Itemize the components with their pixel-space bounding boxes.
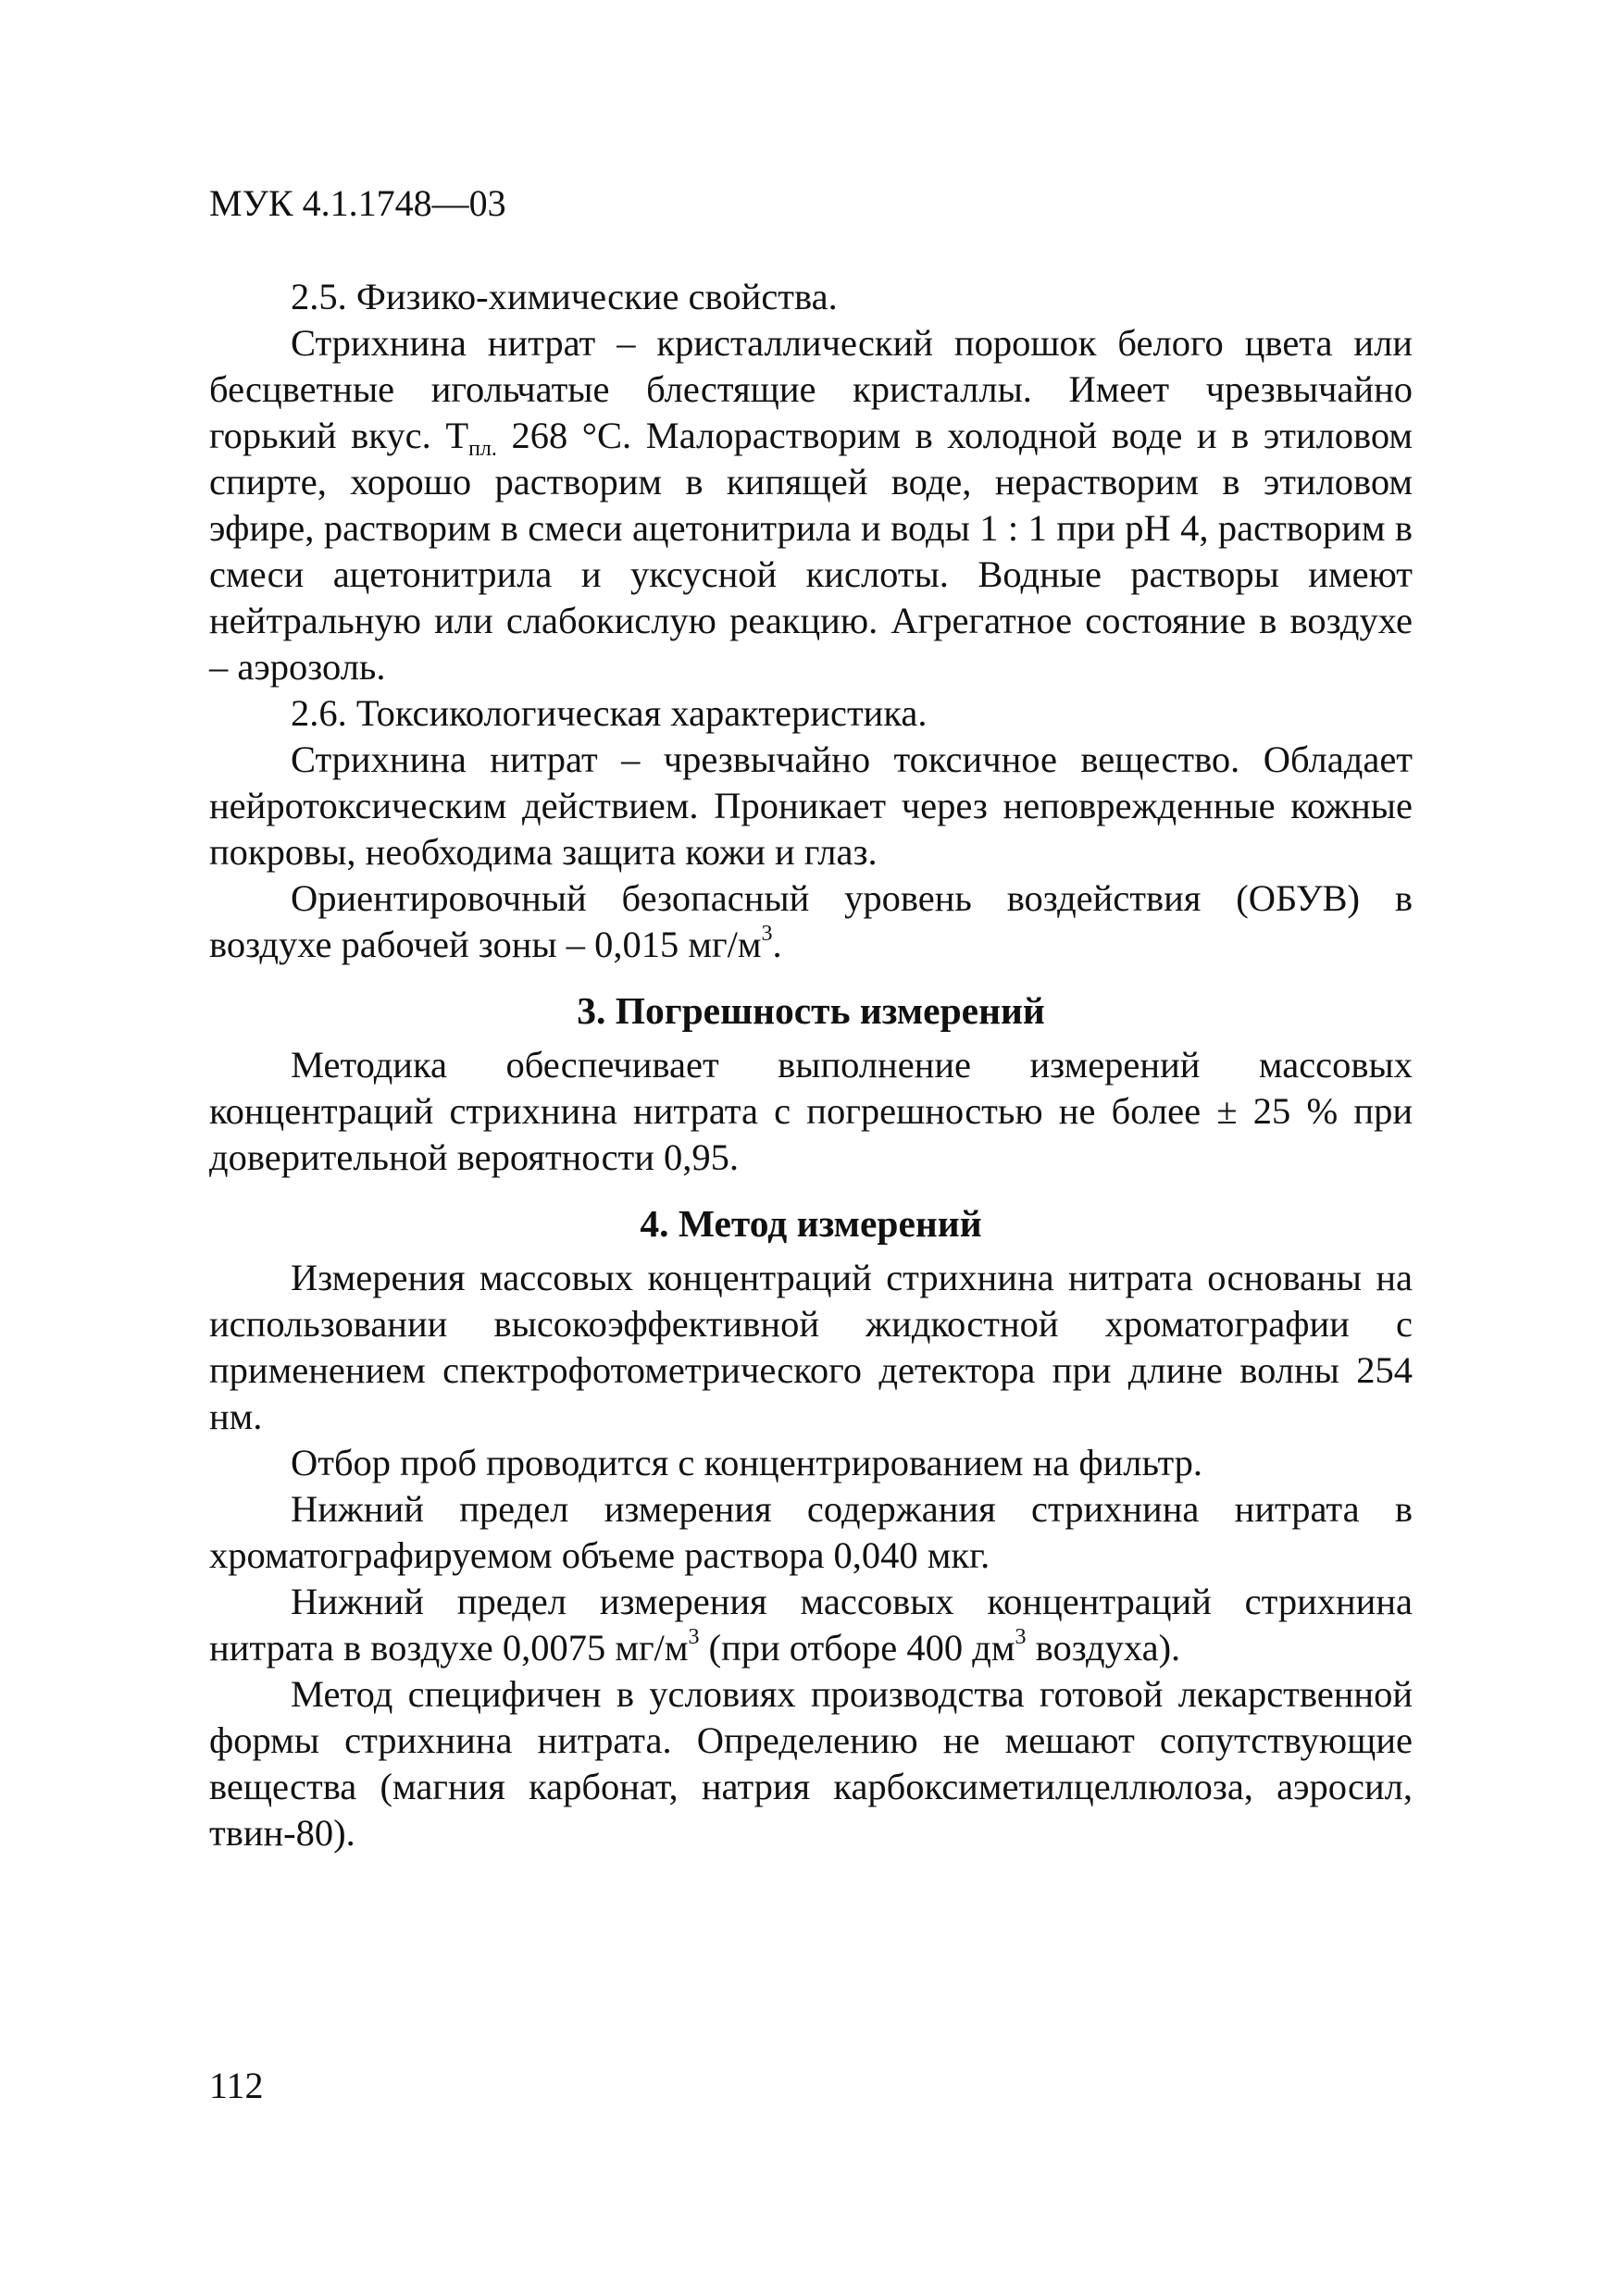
section-2-5-paragraph [209, 320, 1413, 690]
section-2-5-label: 2.5. Физико-химические свойства. [291, 276, 838, 317]
section-2-5-text-a: Стрихнина нитрат – кристаллический порошок белого цвета или бесцветные игольчатые блестящие кристаллы. Имеет чрезвычайно горький вкус. T [209, 322, 1413, 456]
section-4-paragraph-1: Измерения массовых концентраций стрихнина нитрата основаны на использовании высокоэффективной жидкостной хроматографии с применением спектрофотометрического детектора при длине волны 254 нм. [209, 1257, 1413, 1437]
section-4-text-a: Нижний предел измерения массовых концентраций стрихнина нитрата в воздухе 0,0075 мг/м [209, 1581, 1413, 1669]
section-2-6-text-b: . [772, 924, 782, 965]
section-4-text-c: воздуха). [1026, 1627, 1181, 1669]
section-2-6-paragraph-2 [209, 875, 1413, 968]
section-4-paragraph-3: Нижний предел измерения содержания стрихнина нитрата в хроматографируемом объеме раствора 0,040 мкг. [209, 1488, 1413, 1576]
cubic-superscript: 3 [1015, 1625, 1027, 1649]
section-2-6-text-a: Ориентировочный безопасный уровень воздействия (ОБУВ) в воздухе рабочей зоны – 0,015 мг/м [209, 877, 1413, 965]
section-2-6-paragraph-1: Стрихнина нитрат – чрезвычайно токсичное вещество. Обладает нейротоксическим действием. Проникает через неповрежденные кожные покровы, необходима защита кожи и глаз. [209, 738, 1413, 873]
section-3-paragraph: Методика обеспечивает выполнение измерений массовых концентраций стрихнина нитрата с погрешностью не более ± 25 % при доверительной вероятности 0,95. [209, 1044, 1413, 1178]
section-3-heading: 3. Погрешность измерений [577, 989, 1045, 1032]
page-number: 112 [209, 2065, 264, 2106]
document-code-header: МУК 4.1.1748—03 [209, 182, 506, 224]
cubic-superscript: 3 [761, 922, 773, 946]
document-body [209, 274, 1413, 1856]
section-4-paragraph-2: Отбор проб проводится с концентрированием на фильтр. [291, 1442, 1203, 1483]
section-4-paragraph-4 [209, 1579, 1413, 1671]
melting-point-subscript: пл. [468, 437, 497, 461]
section-2-5-text-b: 268 °С. Малорастворим в холодной воде и в этиловом спирте, хорошо растворим в кипящей воде, нерастворим в этиловом эфире, растворим в смеси ацетонитрила и воды 1 : 1 при pH 4, растворим в смеси ацетонитрила и уксусной кислоты. Водные растворы имеют нейтральную или слабокислую реакцию. Агрегатное состояние в воздухе – аэрозоль. [209, 415, 1413, 688]
section-2-6-label: 2.6. Токсикологическая характеристика. [291, 692, 928, 734]
section-4-heading: 4. Метод измерений [640, 1202, 982, 1245]
section-4-paragraph-5: Метод специфичен в условиях производства готовой лекарственной формы стрихнина нитрата. Определению не мешают сопутствующие вещества (магния карбонат, натрия карбоксиметилцеллюлоза, аэросил, твин-80). [209, 1673, 1413, 1854]
section-4-text-b: (при отборе 400 дм [699, 1627, 1015, 1669]
cubic-superscript: 3 [688, 1625, 700, 1649]
